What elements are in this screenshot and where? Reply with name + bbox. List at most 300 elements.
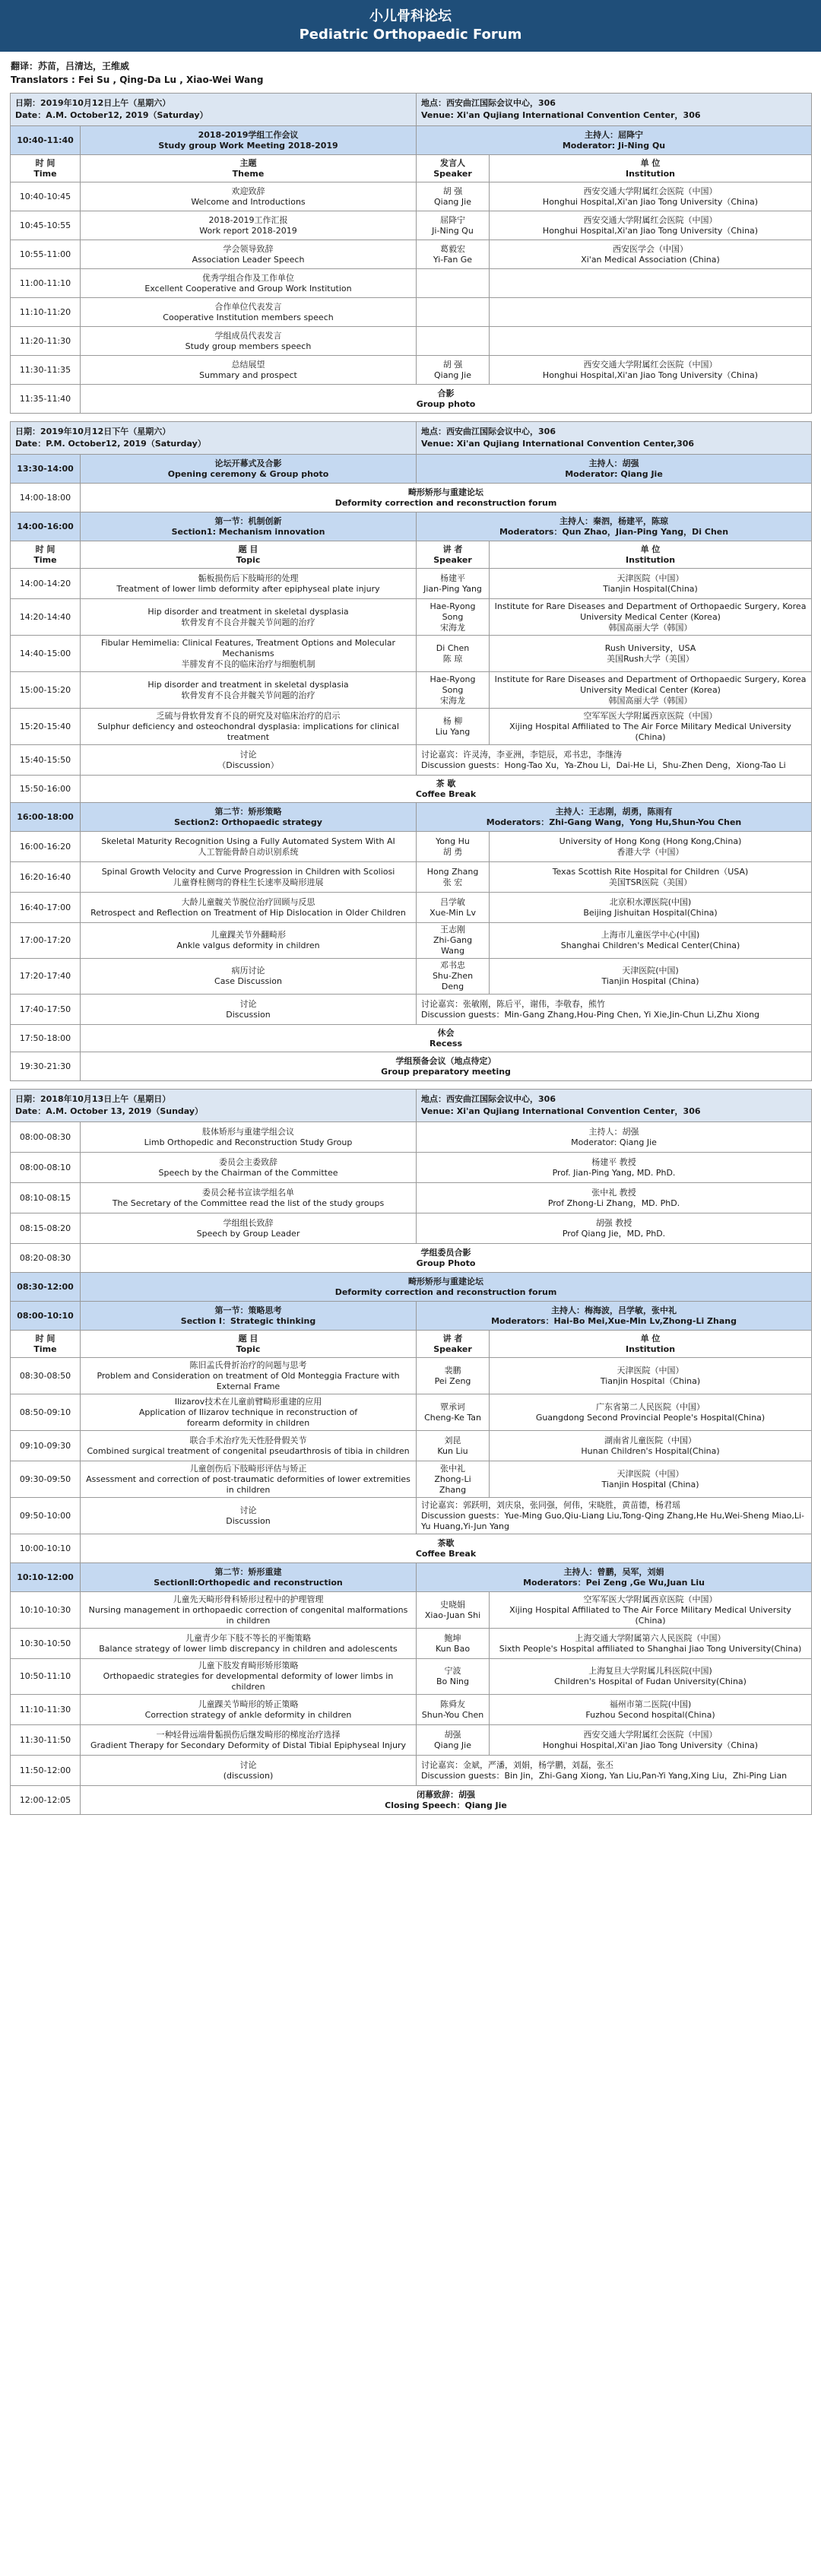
text-line: 张中礼 (440, 1463, 466, 1474)
talk-topic (81, 1592, 417, 1629)
talk-institution (490, 356, 812, 385)
venue-cell (417, 1090, 812, 1122)
talk-speaker (417, 1394, 490, 1431)
text-line: Orthopaedic strategies for developmental deformity of lower limbs in children (103, 1671, 394, 1692)
text-line: 吕学敏 (440, 896, 466, 907)
text-line: Prof Qiang Jie，MD, PhD. (562, 1228, 666, 1239)
text-line: 休会 (437, 1027, 455, 1038)
talk-topic (81, 709, 417, 745)
text-line: 胡 强 (442, 359, 463, 370)
text-line: Work report 2018-2019 (199, 225, 297, 236)
talk-topic (81, 1695, 417, 1725)
discussion-row (11, 1756, 812, 1786)
talk-row (11, 636, 812, 672)
text-line: 胡 勇 (442, 846, 463, 857)
talk-speaker (417, 672, 490, 709)
text-line: Liu Yang (435, 726, 471, 737)
talk-institution (490, 1725, 812, 1756)
talk-topic (81, 862, 417, 893)
text-line: Discussion guests：Yue-Ming Guo,Qiu-Liang Liu,Tong-Qing Zhang,He Hu,Wei-Sheng Miao,Li- (421, 1510, 804, 1521)
column-header-line: Topic (236, 1344, 261, 1354)
text-line: Xi'an Medical Association (China) (581, 254, 720, 265)
text-line: Group preparatory meeting (381, 1066, 511, 1077)
text-line: Closing Speech：Qiang Jie (385, 1800, 507, 1810)
time-cell: 10:50-11:10 (11, 1659, 81, 1695)
meeting-item (81, 1153, 417, 1183)
text-line: 屈降宁 (440, 214, 465, 225)
venue-cn: 地点：西安曲江国际会议中心，306 (421, 427, 556, 436)
column-header-line: Speaker (433, 554, 472, 565)
column-header (11, 1331, 81, 1358)
time-cell: 15:50-16:00 (11, 776, 81, 803)
text-line: 邓书忠 (440, 960, 466, 970)
talk-topic (81, 1461, 417, 1498)
column-header-line: 时 间 (35, 544, 55, 554)
time-cell: 15:20-15:40 (11, 709, 81, 745)
text-line: （Discussion） (217, 760, 279, 770)
discussion-guests (417, 745, 812, 776)
talk-speaker (417, 1358, 490, 1394)
text-line: Assessment and correction of post-traumatic deformities of lower extremities (86, 1474, 410, 1484)
text-line: Case Discussion (214, 976, 282, 986)
text-line: 空军军医大学附属西京医院（中国） (583, 1594, 718, 1604)
text-line: Xue-Min Lv (430, 907, 476, 918)
time-cell: 13:30-14:00 (11, 455, 81, 484)
talk-row (11, 862, 812, 893)
session-moderator (417, 126, 812, 155)
text-line: Zhong-Li (434, 1474, 471, 1484)
text-line: 软骨发育不良合并髋关节问题的治疗 (181, 690, 315, 700)
talk-speaker (417, 832, 490, 862)
date-cn: 日期：2019年10月12日上午（星期六） (15, 98, 171, 108)
column-header-line: Time (33, 1344, 57, 1354)
time-cell: 15:00-15:20 (11, 672, 81, 709)
text-line: Hunan Children's Hospital(China) (581, 1445, 720, 1456)
venue-en: Venue: Xi'an Qujiang International Convention Center,306 (421, 439, 695, 449)
text-line: 上海市儿童医学中心(中国) (601, 930, 700, 940)
text-line: 主持人：王志刚，胡勇，陈雨有 (555, 806, 673, 817)
text-line: 广东省第二人民医院（中国） (596, 1401, 705, 1412)
text-line: Honghui Hospital,Xi'an Jiao Tong University（China) (542, 370, 759, 380)
text-line: 张 宏 (442, 877, 463, 887)
text-line: Xijing Hospital Affiliated to The Air Force Military Medical University (China) (509, 721, 791, 742)
block-header (11, 1090, 812, 1122)
text-line: 杨 柳 (442, 715, 463, 726)
date-cell (11, 94, 417, 126)
session-title (81, 803, 417, 832)
schedule-block (10, 93, 812, 414)
text-line: 第一节：机制创新 (214, 516, 282, 526)
column-header-line: Speaker (433, 1344, 472, 1354)
session-row (11, 1302, 812, 1331)
text-line: forearm deformity in children (186, 1417, 310, 1428)
text-line: 合作单位代表发言 (214, 301, 282, 312)
text-line: (discussion) (223, 1770, 274, 1781)
talk-topic (81, 298, 417, 327)
text-line: Hong Zhang (426, 866, 479, 877)
time-cell: 16:40-17:00 (11, 893, 81, 923)
time-cell: 10:45-10:55 (11, 211, 81, 240)
break-title (81, 1534, 812, 1563)
break-title (81, 1244, 812, 1273)
text-line: Jian-Ping Yang (423, 583, 482, 594)
talk-institution (490, 1358, 812, 1394)
time-cell: 17:00-17:20 (11, 923, 81, 959)
text-line: 病历讨论 (231, 966, 265, 976)
session-title (81, 126, 417, 155)
text-line: 杨建平 (440, 573, 466, 583)
column-header-line: Institution (626, 554, 676, 565)
text-line: Bo Ning (436, 1677, 470, 1686)
text-line: 胡强 教授 (595, 1217, 632, 1228)
text-line: 陈 琼 (442, 653, 463, 664)
talk-topic (81, 569, 417, 599)
discussion-topic (81, 1756, 417, 1786)
venue-en: Venue: Xi'an Qujiang International Convention Center，306 (421, 1106, 701, 1116)
text-line: 软骨发育不良合并髋关节问题的治疗 (181, 617, 315, 627)
text-line: 杨建平 教授 (591, 1156, 636, 1167)
text-line: 儿童下肢发育畸形矫形策略 (198, 1661, 299, 1670)
talk-speaker (417, 211, 490, 240)
text-line: 史晓娟 (440, 1599, 466, 1610)
text-line: 骺板损伤后下肢畸形的处理 (198, 573, 299, 583)
text-line: Ji-Ning Qu (432, 225, 474, 236)
column-header-line: Institution (626, 168, 676, 179)
time-cell: 10:30-10:50 (11, 1629, 81, 1659)
time-cell: 14:00-16:00 (11, 512, 81, 541)
talk-institution (490, 862, 812, 893)
text-line: External Frame (216, 1381, 281, 1391)
text-line: 刘昆 (444, 1435, 461, 1445)
time-cell: 11:30-11:35 (11, 356, 81, 385)
text-line: 一种轻骨远端骨骺损伤后继发畸形的梯度治疗选择 (156, 1729, 341, 1740)
text-line: Treatment of lower limb deformity after epiphyseal plate injury (116, 583, 380, 594)
talk-speaker (417, 1725, 490, 1756)
text-line: SectionⅡ:Orthopedic and reconstruction (154, 1577, 343, 1588)
venue-cell (417, 94, 812, 126)
column-header-line: Topic (236, 554, 261, 565)
text-line: Section1: Mechanism innovation (171, 526, 325, 537)
talk-row (11, 893, 812, 923)
text-line: Shu-Zhen Deng (432, 971, 474, 991)
text-line: 儿童脊柱侧弯的脊柱生长速率及畸形进展 (173, 877, 324, 887)
talk-speaker (417, 569, 490, 599)
text-line: 讨论嘉宾：许灵涛，李亚洲，李铠辰，邓书忠，李继涛 (421, 749, 623, 760)
talk-institution (490, 211, 812, 240)
text-line: Speech by Group Leader (196, 1228, 300, 1239)
schedule-block (10, 1089, 812, 1815)
talk-speaker (417, 1431, 490, 1461)
talk-speaker (417, 240, 490, 269)
talk-institution (490, 1461, 812, 1498)
talk-speaker (417, 862, 490, 893)
time-cell: 11:10-11:20 (11, 298, 81, 327)
talk-speaker (417, 327, 490, 356)
column-header-line: Theme (232, 168, 265, 179)
break-title (81, 385, 812, 414)
meeting-row (11, 1122, 812, 1153)
title-banner (0, 0, 821, 53)
time-cell: 09:50-10:00 (11, 1498, 81, 1534)
time-cell: 17:40-17:50 (11, 995, 81, 1025)
discussion-row (11, 995, 812, 1025)
text-line: Hae-Ryong (430, 674, 476, 684)
break-title (81, 1025, 812, 1052)
talk-topic (81, 1431, 417, 1461)
talk-speaker (417, 1461, 490, 1498)
date-cn: 日期：2018年10月13日上午（星期日） (15, 1094, 171, 1104)
discussion-guests (417, 1498, 812, 1534)
column-header (417, 1331, 490, 1358)
column-header-line: Speaker (433, 168, 472, 179)
text-line: Cheng-Ke Tan (424, 1412, 481, 1423)
break-row (11, 484, 812, 512)
text-line: 裴鹏 (444, 1365, 461, 1375)
time-cell: 10:40-10:45 (11, 182, 81, 211)
text-line: Spinal Growth Velocity and Curve Progression in Children with Scoliosi (101, 866, 395, 877)
text-line: Section I：Strategic thinking (180, 1315, 316, 1326)
column-header-line: Institution (626, 1344, 676, 1354)
text-line: 西安交通大学附属红会医院（中国） (583, 214, 718, 225)
translators (0, 53, 821, 93)
session-title (81, 512, 417, 541)
column-header (417, 155, 490, 182)
text-line: 西安交通大学附属红会医院（中国） (583, 359, 718, 370)
date-en: Date：A.M. October12, 2019（Saturday） (15, 110, 208, 120)
text-line: 主持人：胡强 (588, 458, 639, 468)
time-cell: 12:00-12:05 (11, 1786, 81, 1815)
text-line: 儿童创伤后下肢畸形评估与矫正 (189, 1463, 307, 1474)
talk-topic (81, 672, 417, 709)
talk-row (11, 1431, 812, 1461)
column-header-line: 发言人 (440, 157, 465, 168)
talk-institution (490, 1394, 812, 1431)
session-moderator (417, 803, 812, 832)
talk-institution (490, 1629, 812, 1659)
time-cell: 14:00-18:00 (11, 484, 81, 512)
text-line: 西安交通大学附属红会医院（中国） (583, 186, 718, 196)
session-title (81, 1302, 417, 1331)
column-header (81, 541, 417, 569)
talk-row (11, 1394, 812, 1431)
column-header (490, 541, 812, 569)
text-line: 讨论嘉宾：张敏刚，陈后平，谢伟，李敬春，熊竹 (421, 998, 606, 1009)
text-line: 覃承诃 (440, 1401, 466, 1412)
text-line: Moderators：Qun Zhao，Jian-Ping Yang，Di Chen (499, 526, 729, 537)
text-line: 人工智能骨龄自动识别系统 (198, 846, 299, 857)
text-line: 主持人：梅海波，吕学敏，张中礼 (551, 1305, 677, 1315)
session-row (11, 126, 812, 155)
text-line: Qiang Jie (434, 1740, 471, 1750)
session-title (81, 455, 417, 484)
column-header-line: 时 间 (35, 157, 55, 168)
talk-row (11, 182, 812, 211)
venue-cell (417, 422, 812, 455)
text-line: Limb Orthopedic and Reconstruction Study Group (144, 1137, 353, 1147)
talk-institution (490, 182, 812, 211)
talk-topic (81, 269, 417, 298)
date-cell (11, 422, 417, 455)
break-row (11, 1244, 812, 1273)
time-cell: 08:00-10:10 (11, 1302, 81, 1331)
column-header-line: Time (33, 168, 57, 179)
text-line: Honghui Hospital,Xi'an Jiao Tong University（China) (542, 225, 759, 236)
text-line: Kun Bao (435, 1643, 471, 1654)
talk-row (11, 709, 812, 745)
text-line: 宁波 (444, 1666, 461, 1676)
talk-institution (490, 240, 812, 269)
talk-row (11, 269, 812, 298)
session-moderator (417, 512, 812, 541)
text-line: Study group members speech (185, 341, 312, 351)
talk-institution (490, 269, 812, 298)
text-line: 张中礼 教授 (591, 1187, 636, 1198)
text-line: Texas Scottish Rite Hospital for Children（USA) (552, 866, 749, 877)
column-header (417, 541, 490, 569)
text-line: Guangdong Second Provincial People's Hospital(China) (535, 1412, 766, 1423)
text-line: Fuzhou Second hospital(China) (585, 1709, 715, 1720)
text-line: 主持人：胡强 (588, 1126, 639, 1137)
text-line: 讨论 (239, 998, 257, 1009)
forum-title-en: Pediatric Orthopaedic Forum (299, 27, 522, 43)
text-line: 讨论嘉宾：金斌，严潘，刘娟，杨学鹏，刘磊，张丕 (421, 1759, 614, 1770)
text-line: Xiao-Juan Shi (424, 1610, 481, 1620)
talk-row (11, 1725, 812, 1756)
text-line: 主持人：屈降宁 (585, 129, 643, 140)
text-line: 主持人：曾鹏，吴军，刘娟 (563, 1566, 664, 1577)
time-cell: 08:00-08:30 (11, 1122, 81, 1153)
text-line: Prof Zhong-Li Zhang，MD. PhD. (547, 1198, 680, 1208)
text-line: Zhang (439, 1484, 467, 1495)
time-cell: 08:50-09:10 (11, 1394, 81, 1431)
column-header-line: 时 间 (35, 1333, 55, 1344)
break-title (81, 1786, 812, 1815)
talk-topic (81, 959, 417, 995)
text-line: Qiang Jie (434, 196, 471, 207)
talk-institution (490, 327, 812, 356)
talk-institution (490, 1431, 812, 1461)
date-en: Date：P.M. October12, 2019（Saturday） (15, 439, 206, 449)
text-line: 2018-2019工作汇报 (208, 214, 288, 225)
break-row (11, 385, 812, 414)
text-line: 鲍坤 (444, 1632, 461, 1643)
column-header (490, 1331, 812, 1358)
time-cell: 11:35-11:40 (11, 385, 81, 414)
time-cell: 10:10-10:30 (11, 1592, 81, 1629)
text-line: 学会领导致辞 (223, 243, 274, 254)
text-line: Moderator: Qiang Jie (571, 1137, 657, 1147)
column-header-line: 讲 者 (442, 1333, 463, 1344)
talk-topic (81, 356, 417, 385)
talk-speaker (417, 1695, 490, 1725)
text-line: 香港大学（中国） (617, 846, 684, 857)
text-line: Rush University，USA (604, 642, 696, 653)
text-line: Ilizarov技术在儿童前臂畸形重建的应用 (174, 1396, 322, 1407)
session-moderator (417, 1302, 812, 1331)
text-line: Mechanisms (222, 648, 274, 658)
meeting-person (417, 1213, 812, 1244)
meeting-row (11, 1213, 812, 1244)
time-cell: 11:50-12:00 (11, 1756, 81, 1786)
text-line: 第二节：矫形策略 (214, 806, 282, 817)
talk-row (11, 240, 812, 269)
text-line: Yi-Fan Ge (433, 254, 473, 265)
talk-institution (490, 893, 812, 923)
text-line: Xijing Hospital Affiliated to The Air Force Military Medical University (China) (509, 1604, 791, 1626)
text-line: 讨论 (239, 1505, 257, 1515)
talk-speaker (417, 959, 490, 995)
text-line: 学组成员代表发言 (214, 330, 282, 341)
time-cell: 11:20-11:30 (11, 327, 81, 356)
text-line: Skeletal Maturity Recognition Using a Fully Automated System With AI (101, 836, 395, 846)
text-line: 葛毅宏 (440, 243, 465, 254)
text-line: Qiang Jie (434, 370, 471, 380)
column-header (81, 155, 417, 182)
text-line: 西安交通大学附属红会医院（中国） (583, 1729, 718, 1740)
column-header (490, 155, 812, 182)
venue-cn: 地点：西安曲江国际会议中心，306 (421, 98, 556, 108)
talk-topic (81, 832, 417, 862)
break-row (11, 1052, 812, 1081)
text-line: Nursing management in orthopaedic correction of congenital malformations (88, 1604, 408, 1615)
talk-institution (490, 298, 812, 327)
talk-row (11, 832, 812, 862)
talk-row (11, 1461, 812, 1498)
time-cell: 16:20-16:40 (11, 862, 81, 893)
text-line: Zhi-Gang Wang (433, 935, 473, 956)
text-line: Fibular Hemimelia: Clinical Features, Treatment Options and Molecular (100, 637, 396, 648)
schedule (0, 93, 821, 1815)
text-line: Discussion (226, 1009, 271, 1020)
text-line: 西安医学会（中国） (613, 243, 688, 254)
text-line: Deformity correction and reconstruction forum (334, 1286, 557, 1297)
text-line: 茶 歇 (436, 778, 456, 788)
talk-speaker (417, 1659, 490, 1695)
column-header-line: 讲 者 (442, 544, 463, 554)
text-line: 肢体矫形与重建学组会议 (202, 1126, 294, 1137)
time-cell: 11:30-11:50 (11, 1725, 81, 1756)
text-line: Recess (430, 1038, 463, 1048)
time-cell: 17:50-18:00 (11, 1025, 81, 1052)
text-line: Application of Ilizarov technique in reconstruction of (138, 1407, 358, 1417)
discussion-guests (417, 995, 812, 1025)
break-row (11, 1534, 812, 1563)
text-line: Gradient Therapy for Secondary Deformity of Distal Tibial Epiphyseal Injury (90, 1740, 406, 1750)
block-header (11, 422, 812, 455)
text-line: 畸形矫形与重建论坛 (408, 1276, 484, 1286)
text-line: Moderators：Zhi-Gang Wang，Yong Hu,Shun-You Chen (486, 817, 742, 827)
text-line: 第二节：矫形重建 (214, 1566, 282, 1577)
talk-speaker (417, 298, 490, 327)
text-line: 大龄儿童髋关节脱位治疗回顾与反思 (181, 896, 315, 907)
time-cell: 15:40-15:50 (11, 745, 81, 776)
text-line: Excellent Cooperative and Group Work Institution (144, 283, 352, 293)
column-header-line: 单 位 (640, 544, 661, 554)
talk-speaker (417, 182, 490, 211)
talk-institution (490, 1592, 812, 1629)
talk-institution (490, 709, 812, 745)
text-line: Coffee Break (415, 1548, 477, 1559)
talk-topic (81, 182, 417, 211)
text-line: Institute for Rare Diseases and Department of Orthopaedic Surgery, Korea (494, 601, 807, 611)
date-en: Date：A.M. October 13, 2019（Sunday） (15, 1106, 204, 1116)
talk-row (11, 327, 812, 356)
discussion-topic (81, 1498, 417, 1534)
talk-row (11, 356, 812, 385)
text-line: 儿童踝关节畸形的矫正策略 (198, 1699, 299, 1709)
session-moderator (417, 1563, 812, 1592)
talk-row (11, 599, 812, 636)
